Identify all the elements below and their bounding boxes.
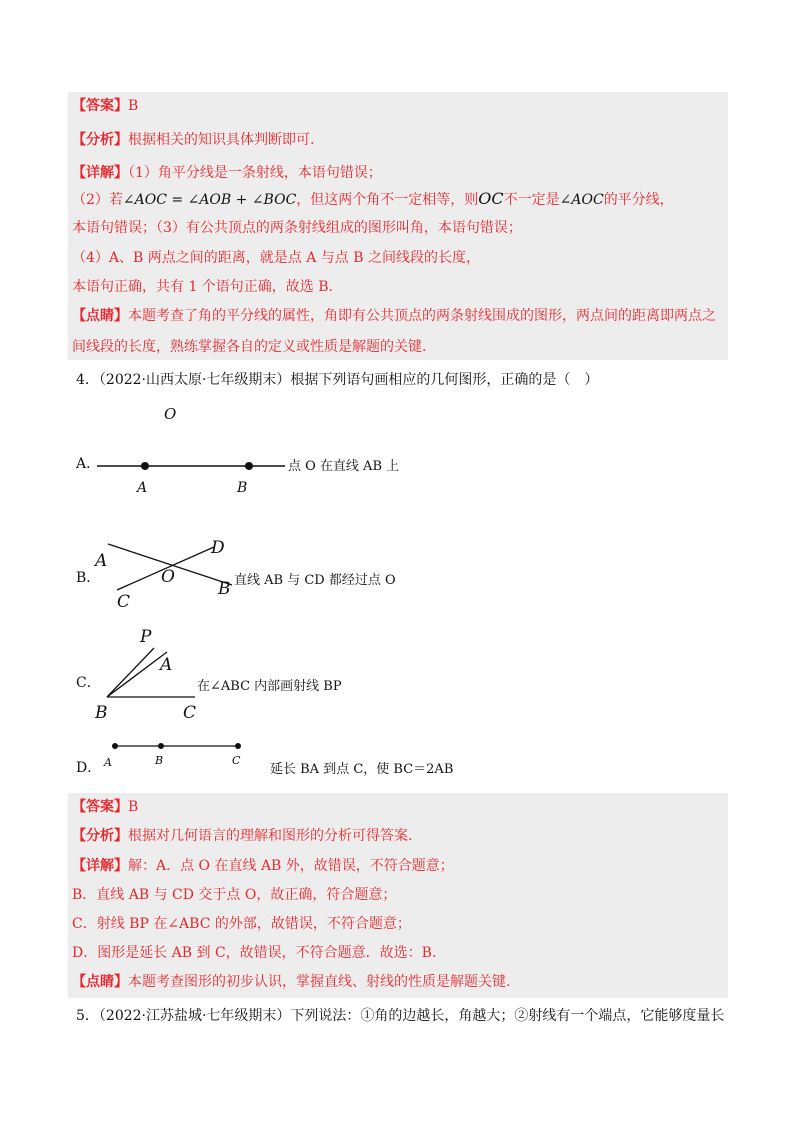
- label-a: A: [95, 551, 108, 571]
- detail-line-2-1: [72, 856, 454, 876]
- note-text-1: 本题考查了角的平分线的属性，角即有公共顶点的两条射线围成的图形，两点间的距离即两点之: [128, 308, 716, 324]
- note-line-2-1: [72, 972, 510, 992]
- detail-line-5: 本语句正确，共有 1 个语句正确，故选 B.: [72, 279, 333, 295]
- analysis-label-2: 【分析】: [72, 828, 128, 844]
- answer-line-2: [72, 797, 138, 817]
- question-4: 4．（2022·山西太原·七年级期末）根据下列语句画相应的几何图形，正确的是（ ）: [76, 372, 599, 388]
- option-b-letter: B．: [76, 570, 101, 586]
- note-label-2: 【点睛】: [72, 974, 128, 990]
- label-p: P: [140, 627, 152, 647]
- formula-oc: OC: [478, 189, 504, 208]
- label-b: B: [155, 754, 164, 767]
- figure-a: [97, 405, 285, 496]
- detail-line-2-3: C．射线 BP 在∠ABC 的外部，故错误，不符合题意；: [72, 916, 411, 932]
- note-text-2: 本题考查图形的初步认识，掌握直线、射线的性质是解题关键.: [128, 974, 511, 990]
- label-o: O: [164, 405, 177, 423]
- option-d-letter: D．: [76, 760, 102, 776]
- detail-line-4: （4）A、B 两点之间的距离，就是点 A 与点 B 之间线段的长度，: [72, 250, 480, 266]
- answer-value: B: [128, 98, 139, 114]
- option-a-letter: A．: [76, 456, 101, 472]
- label-b: B: [218, 579, 231, 599]
- label-o: O: [161, 567, 175, 587]
- label-c: C: [183, 703, 197, 723]
- label-b: B: [237, 480, 248, 496]
- answer-value-2: B: [128, 799, 139, 815]
- analysis-text-2: 根据对几何语言的理解和图形的分析可得答案.: [128, 828, 413, 844]
- detail-2a: （2）若: [72, 192, 123, 208]
- detail-label: 【详解】: [72, 165, 128, 181]
- label-d: D: [211, 538, 225, 558]
- option-d-caption: 延长 BA 到点 C，使 BC＝2AB: [270, 762, 454, 777]
- label-a: A: [104, 756, 112, 769]
- option-a-caption: 点 O 在直线 AB 上: [288, 459, 400, 474]
- label-b: B: [95, 703, 108, 723]
- analysis-label: 【分析】: [72, 132, 128, 148]
- detail-label-2: 【详解】: [72, 858, 128, 874]
- detail-line-2-2: B．直线 AB 与 CD 交于点 O，故正确，符合题意；: [72, 887, 397, 903]
- option-c-caption: 在∠ABC 内部画射线 BP: [197, 679, 342, 694]
- figure-b: [93, 538, 232, 612]
- figure-c: [94, 627, 196, 723]
- option-c-letter: C．: [76, 675, 101, 691]
- note-line-2: 间线段的长度，熟练掌握各自的定义或性质是解题的关键.: [72, 339, 427, 355]
- detail-text-2-1: 解：A．点 O 在直线 AB 外，故错误，不符合题意；: [128, 858, 454, 874]
- label-a: A: [160, 655, 173, 675]
- detail-2c: 不一定是: [503, 192, 560, 208]
- label-a: A: [137, 480, 148, 496]
- detail-2b: ，但这两个角不一定相等，则: [296, 192, 479, 208]
- formula-aoc: ∠AOC: [559, 192, 604, 208]
- option-b-caption: 直线 AB 与 CD 都经过点 O: [234, 573, 396, 588]
- answer-label-2: 【答案】: [72, 799, 128, 815]
- label-c: C: [117, 592, 131, 612]
- analysis-text: 根据相关的知识具体判断即可.: [128, 132, 315, 148]
- answer-label: 【答案】: [72, 98, 128, 114]
- detail-line-3: 本语句错误；（3）有公共顶点的两条射线组成的图形叫角，本语句错误；: [72, 220, 522, 236]
- formula-angle-sum: ∠AOC = ∠AOB + ∠BOC: [122, 192, 297, 208]
- note-label: 【点睛】: [72, 308, 128, 324]
- label-c: C: [232, 754, 241, 767]
- detail-2d: 的平分线，: [603, 192, 674, 208]
- question-5: 5．（2022·江苏盐城·七年级期末）下列说法：①角的边越长，角越大；②射线有一个端点，它能够度量长: [76, 1008, 725, 1024]
- figure-d: [103, 743, 241, 769]
- detail-text-1: （1）角平分线是一条射线，本语句错误；: [128, 165, 382, 181]
- analysis-line-2: [72, 826, 412, 846]
- detail-line-2-4: D．图形是延长 AB 到 C，故错误，不符合题意．故选：B.: [72, 945, 437, 961]
